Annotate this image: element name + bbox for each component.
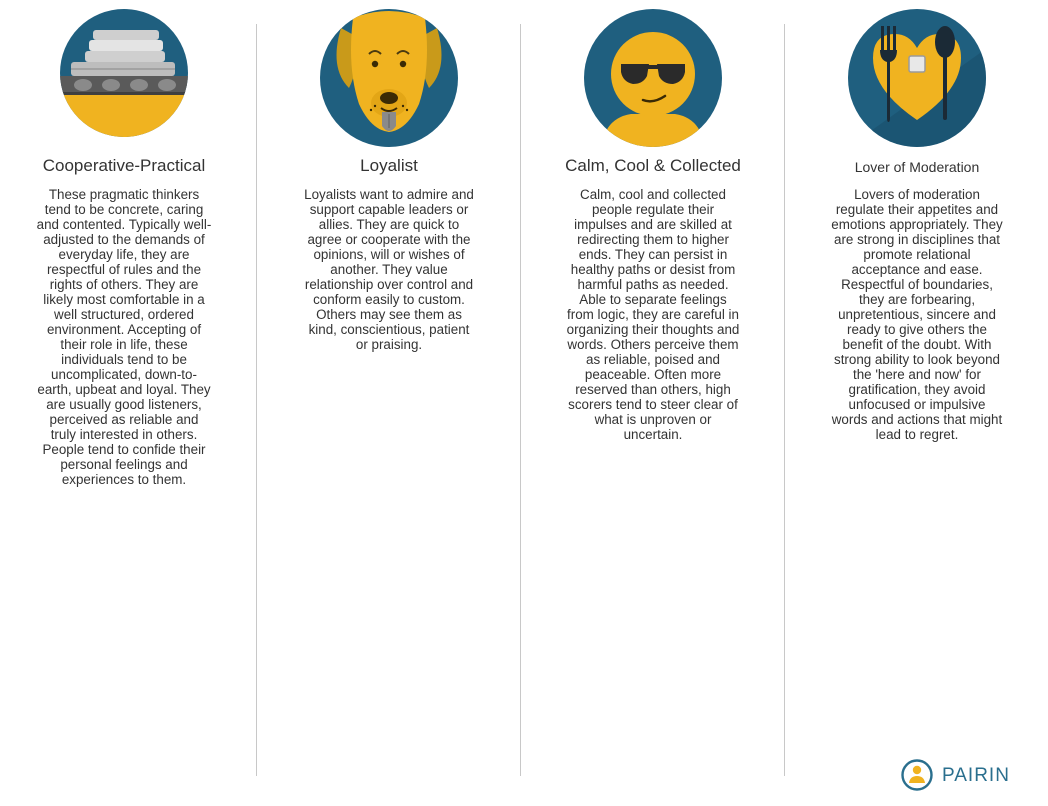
trait-column-loyalist <box>257 0 521 806</box>
trait-title: Calm, Cool & Collected <box>565 156 741 175</box>
trait-description: These pragmatic thinkers tend to be concrete, caring and contented. Typically well-adjusted to the demands of everyday life, they are respectful of rules and the rights of others. They are likely most comfortable in a well structured, ordered environment. Accepting of their role in life, these individuals tend to be uncomplicated, down-to-earth, upbeat and loyal. They are usually good listeners, perceived as reliable and truly interested in others. People tend to confide their personal feelings and experiences to them. <box>36 187 212 487</box>
trait-column-cooperative-practical <box>0 0 256 806</box>
trait-title: Loyalist <box>360 156 418 175</box>
trait-description: Loyalists want to admire and support capable leaders or allies. They are quick to agree or cooperate with the opinions, will or wishes of another. They value relationship over control and conform easily to custom. Others may see them as kind, conscientious, patient or praising. <box>304 187 474 352</box>
heart-fork-spoon-icon <box>847 8 987 148</box>
pairin-logo-icon <box>900 758 936 792</box>
trait-description: Lovers of moderation regulate their appetites and emotions appropriately. They are strong in disciplines that promote relational acceptance and ease. Respectful of boundaries, they are forbearing, unpretentious, sincere and ready to give others the benefit of the doubt. With strong ability to look beyond the 'here and now' for gratification, they avoid unfocused or impulsive words and actions that might lead to regret. <box>831 187 1003 442</box>
dog-icon <box>319 8 459 148</box>
books-icon <box>59 8 189 138</box>
trait-title: Cooperative-Practical <box>42 156 206 175</box>
trait-column-calm-cool-collected <box>521 0 785 806</box>
pairin-logo <box>900 758 1020 792</box>
trait-title: Lover of Moderation <box>854 159 980 175</box>
logo-text: PAIRIN <box>942 765 1010 786</box>
trait-description: Calm, cool and collected people regulate their impulses and are skilled at redirecting them to higher ends. They can persist in healthy paths or desist from harmful paths as needed. Able to separate feelings from logic, they are careful in organizing their thoughts and words. Others perceive them as reliable, poised and peaceable. Often more reserved than others, high scorers tend to steer clear of what is unproven or uncertain. <box>566 187 740 442</box>
sunglasses-face-icon <box>583 8 723 148</box>
trait-column-lover-of-moderation <box>785 0 1048 806</box>
